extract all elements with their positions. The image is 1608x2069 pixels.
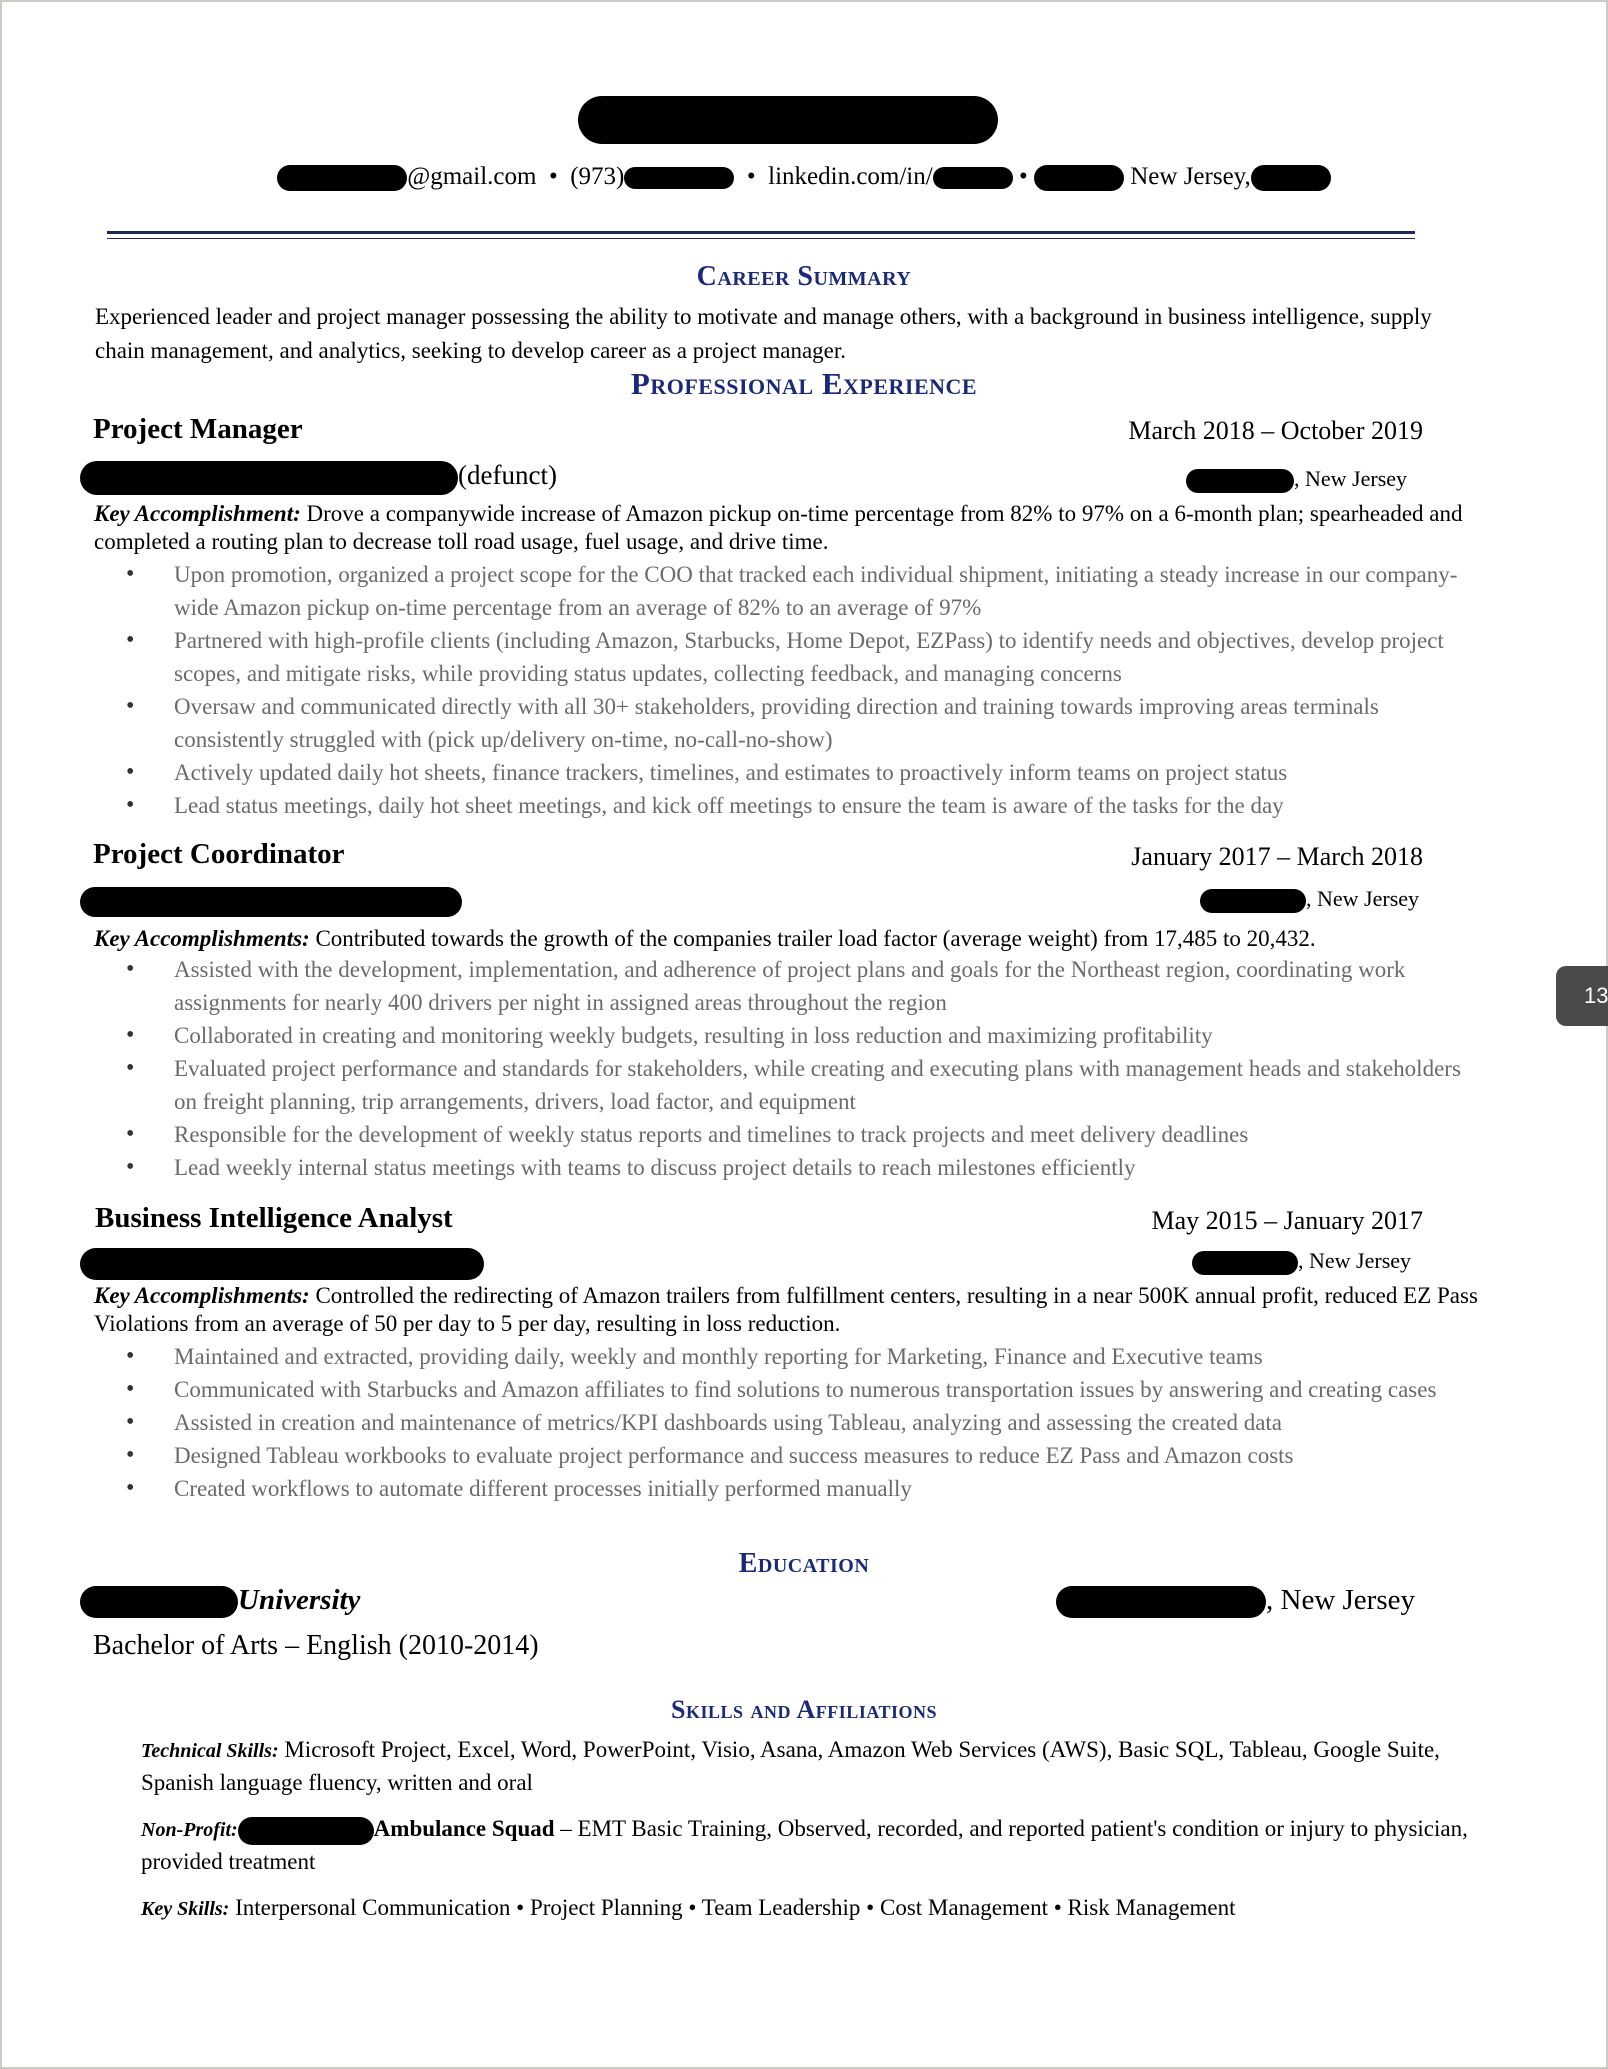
company-line (80, 884, 462, 917)
redacted-company (80, 461, 458, 495)
list-item: • Lead status meetings, daily hot sheet meetings, and kick off meetings to ensure the team is aware of the tasks for the day (126, 789, 1476, 822)
non-profit-org: Ambulance Squad (373, 1816, 555, 1841)
redacted-company (80, 1248, 484, 1280)
contact-state: New Jersey, (1130, 163, 1251, 190)
list-item: • Upon promotion, organized a project scope for the COO that tracked each individual shipment, initiating a steady increase in our company-wide Amazon pickup on-time percentage from an average of 82% to an average of 97% (126, 558, 1476, 624)
list-item: • Oversaw and communicated directly with all 30+ stakeholders, providing direction and training towards improving areas terminals consistently struggled with (pick up/delivery on-time, no-call-no-show) (126, 690, 1476, 756)
redacted-company (80, 887, 462, 917)
professional-experience-heading: Professional Experience (630, 366, 978, 401)
list-item: • Responsible for the development of weekly status reports and timelines to track projects and meet delivery deadlines (126, 1118, 1476, 1151)
company-suffix: (defunct) (458, 460, 557, 490)
key-accomplishment (94, 925, 1514, 953)
company-line (80, 460, 557, 495)
technical-skills (141, 1734, 1511, 1799)
job-bullets (126, 558, 1476, 822)
location-state: , New Jersey (1266, 1584, 1415, 1616)
job-title: Business Intelligence Analyst (95, 1202, 453, 1234)
non-profit-label: Non-Profit: (141, 1819, 238, 1841)
list-item: • Assisted with the development, implementation, and adherence of project plans and goals for the Northeast region, coordinating work assignments for nearly 400 drivers per night in assigned areas throughout the region (126, 953, 1476, 1019)
page-counter-tab[interactable]: 13 (1556, 966, 1608, 1026)
technical-skills-label: Technical Skills: (141, 1740, 279, 1762)
job-dates: May 2015 – January 2017 (1151, 1206, 1423, 1235)
key-text: Drove a companywide increase of Amazon pickup on-time percentage from 82% to 97% on a 6-month plan; spearheaded and completed a routing plan to decrease toll road usage, fuel usage, and drive time. (94, 501, 1463, 554)
separator: • (746, 163, 756, 190)
phone-prefix: (973) (570, 163, 625, 190)
job-title: Project Manager (93, 413, 303, 445)
contact-line (0, 163, 1608, 191)
career-summary-heading: Career Summary (696, 261, 912, 292)
key-skills-text: Interpersonal Communication • Project Planning • Team Leadership • Cost Management • Risk Management (229, 1895, 1236, 1920)
location-state: , New Jersey (1306, 886, 1420, 911)
non-profit (141, 1813, 1511, 1878)
job-title: Project Coordinator (93, 838, 345, 870)
linkedin-url: linkedin.com/in/ (768, 163, 933, 190)
school-suffix: University (238, 1584, 361, 1616)
skills-heading: Skills and Affiliations (670, 1695, 938, 1724)
location-state: , New Jersey (1294, 466, 1408, 491)
degree: Bachelor of Arts – English (2010-2014) (93, 1630, 539, 1661)
redacted-city (1192, 1251, 1298, 1275)
list-item: • Communicated with Starbucks and Amazon affiliates to find solutions to numerous transportation issues by answering and creating cases (126, 1373, 1476, 1406)
key-accomplishment (94, 500, 1514, 556)
list-item: • Actively updated daily hot sheets, finance trackers, timelines, and estimates to proactively inform teams on project status (126, 756, 1476, 789)
redacted-city (1186, 469, 1294, 493)
career-summary-text: Experienced leader and project manager possessing the ability to motivate and manage others, with a background in business intelligence, supply chain management, and analytics, seeking to develop career as a project manager. (95, 304, 1432, 363)
list-item: • Maintained and extracted, providing daily, weekly and monthly reporting for Marketing, Finance and Executive teams (126, 1340, 1476, 1373)
school-location (1056, 1584, 1415, 1618)
separator: • (1018, 163, 1028, 190)
redacted-zip (1251, 165, 1331, 191)
separator: • (548, 163, 558, 190)
header-divider (107, 231, 1415, 234)
key-skills-label: Key Skills: (141, 1898, 230, 1920)
list-item: • Assisted in creation and maintenance of metrics/KPI dashboards using Tableau, analyzing and assessing the created data (126, 1406, 1476, 1439)
email-suffix: @gmail.com (407, 163, 537, 190)
list-item: • Partnered with high-profile clients (including Amazon, Starbucks, Home Depot, EZPass) to identify needs and objectives, develop project scopes, and mitigate risks, while providing status updates, collecting feedback, and managing concerns (126, 624, 1476, 690)
list-item: • Evaluated project performance and standards for stakeholders, while creating and executing plans with management heads and stakeholders on freight planning, trip arrangements, drivers, load factor, and equipment (126, 1052, 1476, 1118)
redacted-email (277, 165, 407, 191)
key-label: Key Accomplishments: (94, 1283, 310, 1308)
company-line (80, 1246, 484, 1280)
key-accomplishment (94, 1282, 1514, 1338)
redacted-school (80, 1586, 238, 1618)
key-label: Key Accomplishments: (94, 926, 310, 951)
redacted-city (1034, 165, 1124, 191)
redacted-linkedin (933, 167, 1013, 189)
list-item: • Designed Tableau workbooks to evaluate project performance and success measures to reduce EZ Pass and Amazon costs (126, 1439, 1476, 1472)
job-dates: January 2017 – March 2018 (1131, 842, 1423, 871)
job-dates: March 2018 – October 2019 (1128, 416, 1423, 445)
school-line (80, 1584, 360, 1618)
technical-skills-text: Microsoft Project, Excel, Word, PowerPoint, Visio, Asana, Amazon Web Services (AWS), Basic SQL, Tableau, Google Suite, Spanish language fluency, written and oral (141, 1737, 1440, 1795)
key-text: Controlled the redirecting of Amazon trailers from fulfillment centers, resulting in a near 500K annual profit, reduced EZ Pass Violations from an average of 50 per day to 5 per day, resulting in loss reduction. (94, 1283, 1478, 1336)
non-profit-text: – EMT Basic Training, Observed, recorded, and reported patient's condition or injury to physician, provided treatment (141, 1816, 1468, 1874)
list-item: • Created workflows to automate different processes initially performed manually (126, 1472, 1476, 1505)
redacted-city (1200, 889, 1306, 913)
redacted-name (578, 96, 998, 144)
job-location (1186, 466, 1407, 493)
key-text: Contributed towards the growth of the companies trailer load factor (average weight) from 17,485 to 20,432. (309, 926, 1316, 951)
location-state: , New Jersey (1298, 1248, 1412, 1273)
redacted-city (1056, 1586, 1266, 1618)
key-skills (141, 1892, 1511, 1925)
education-heading: Education (738, 1548, 870, 1579)
job-bullets (126, 1340, 1476, 1505)
job-bullets (126, 953, 1476, 1184)
key-label: Key Accomplishment: (94, 501, 301, 526)
header-divider-thin (107, 238, 1415, 239)
job-location (1200, 886, 1419, 913)
redacted-phone (624, 167, 734, 189)
list-item: • Collaborated in creating and monitoring weekly budgets, resulting in loss reduction and maximizing profitability (126, 1019, 1476, 1052)
job-location (1192, 1248, 1411, 1275)
list-item: • Lead weekly internal status meetings with teams to discuss project details to reach milestones efficiently (126, 1151, 1476, 1184)
redacted-org (238, 1817, 374, 1845)
